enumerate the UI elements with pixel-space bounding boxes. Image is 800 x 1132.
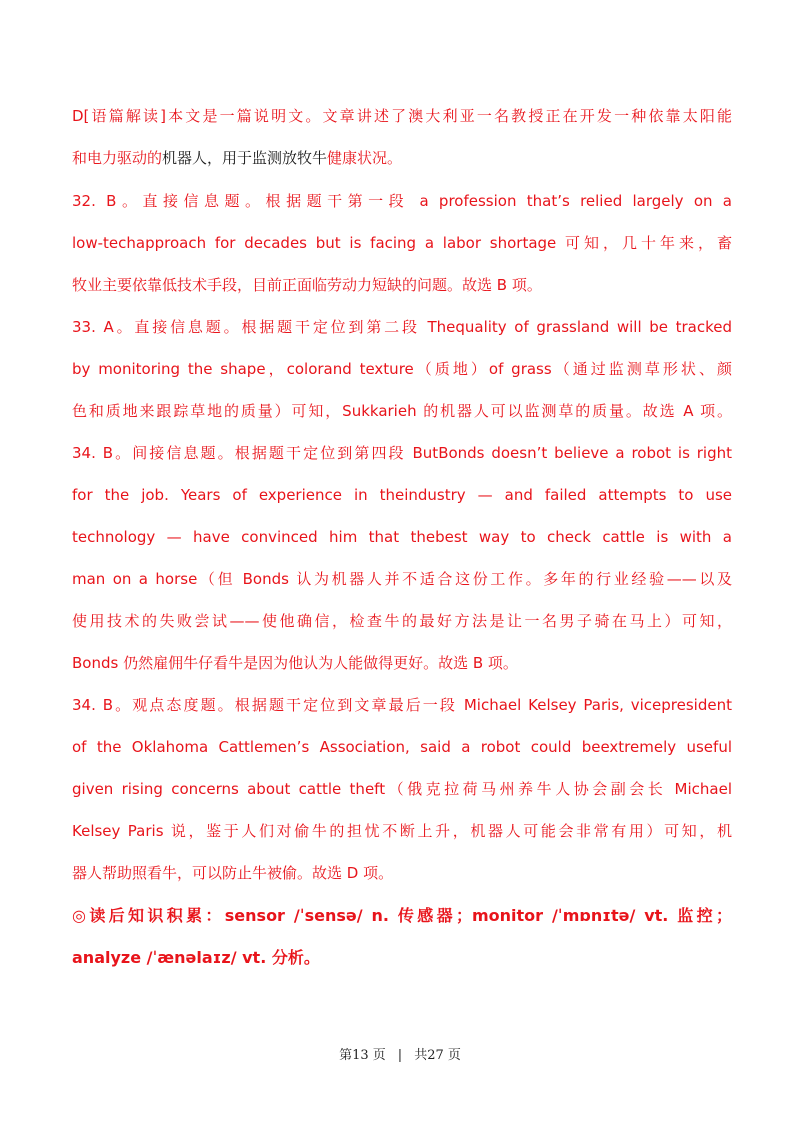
answer-34a-line-3: technology — have convinced him that thebest way to check cattle is with a <box>72 528 732 546</box>
answer-34a-line-1: 34. B。间接信息题。根据题干定位到第四段 ButBonds doesn’t believe a robot is right <box>72 444 732 462</box>
answer-32-line-1: 32. B。直接信息题。根据题干第一段 a profession that’s relied largely on a <box>72 192 732 210</box>
intro-line-2 <box>72 146 732 170</box>
intro-line-2-red: 和电力驱动的 <box>72 149 163 167</box>
page-total: 共27 页 <box>414 1048 461 1063</box>
intro-line-1: D[语篇解读]本文是一篇说明文。文章讲述了澳大利亚一名教授正在开发一种依靠太阳能 <box>72 107 732 125</box>
answer-34b-line-1: 34. B。观点态度题。根据题干定位到文章最后一段 Michael Kelsey Paris, vicepresident <box>72 696 732 714</box>
answer-34b-line-4: Kelsey Paris 说，鉴于人们对偷牛的担忧不断上升，机器人可能会非常有用）可知，机 <box>72 822 732 840</box>
answer-34b-line-2: of the Oklahoma Cattlemen’s Association, said a robot could beextremely useful <box>72 738 732 756</box>
answer-34a-line-5: 使用技术的失败尝试——使他确信，检查牛的最好方法是让一名男子骑在马上）可知， <box>72 612 732 630</box>
answer-34b-line-3: given rising concerns about cattle theft（俄克拉荷马州养牛人协会副会长 Michael <box>72 780 732 798</box>
answer-33-line-3: 色和质地来跟踪草地的质量）可知，Sukkarieh 的机器人可以监测草的质量。故选 A 项。 <box>72 402 732 420</box>
page-footer <box>0 1044 800 1063</box>
footer-separator: | <box>397 1048 403 1063</box>
answer-32-line-3: 牧业主要依靠低技术手段，目前正面临劳动力短缺的问题。故选 B 项。 <box>72 276 542 294</box>
answer-34a-line-2: for the job. Years of experience in theindustry — and failed attempts to use <box>72 486 732 504</box>
answer-32-line-2: low-techapproach for decades but is facing a labor shortage 可知，几十年来，畜 <box>72 234 732 252</box>
vocab-line-2: analyze /ˈænəlaɪz/ vt. 分析。 <box>72 948 320 967</box>
page-number: 第13 页 <box>339 1048 386 1063</box>
answer-33-line-1: 33. A。直接信息题。根据题干定位到第二段 Thequality of grassland will be tracked <box>72 318 732 336</box>
answer-33-line-2: by monitoring the shape，colorand texture（质地）of grass（通过监测草形状、颜 <box>72 360 732 378</box>
answer-34b-line-5: 器人帮助照看牛，可以防止牛被偷。故选 D 项。 <box>72 864 394 882</box>
intro-line-2-red-end: 健康状况。 <box>327 149 403 167</box>
answer-34a-line-6: Bonds 仍然雇佣牛仔看牛是因为他认为人能做得更好。故选 B 项。 <box>72 654 518 672</box>
intro-line-2-black: 机器人，用于监测放牧牛 <box>162 149 328 167</box>
vocab-line-1: ◎读后知识积累：sensor /ˈsensə/ n. 传感器；monitor /ˈmɒnɪtə/ vt. 监控； <box>72 906 732 925</box>
answer-34a-line-4: man on a horse（但 Bonds 认为机器人并不适合这份工作。多年的行业经验——以及 <box>72 570 732 588</box>
